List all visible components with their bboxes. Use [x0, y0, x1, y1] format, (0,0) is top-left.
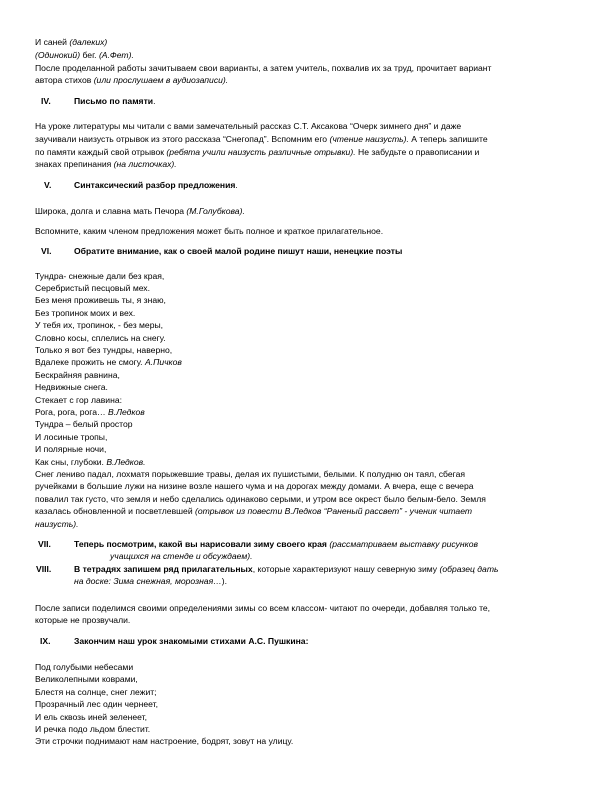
- poem-line: Блестя на солнце, снег лежит;: [35, 687, 157, 697]
- text: знаках препинания: [35, 159, 114, 169]
- poem-line: Словно косы, сплелись на снегу.: [35, 333, 166, 343]
- section-heading: [74, 564, 499, 575]
- poem-line: Серебристый песцовый мех.: [35, 283, 150, 293]
- heading-punct: .: [235, 180, 238, 190]
- text: Как сны, глубоки.: [35, 457, 107, 467]
- section-heading: Закончим наш урок знакомыми стихами А.С. Пушкина:: [74, 636, 309, 646]
- section-number: VII.: [38, 539, 51, 549]
- italic-text: (далеких): [69, 37, 108, 47]
- poem-line: Бескрайняя равнина,: [35, 370, 120, 380]
- text-line: Снег лениво падал, лохматя порыжевшие травы, делая их пушистыми, белыми. К полудню он таял, сбегая: [35, 469, 466, 479]
- poem-line: Без меня проживешь ты, я знаю,: [35, 295, 166, 305]
- italic-text: (чтение наизусть).: [329, 134, 409, 144]
- text-line: После проделанной работы зачитываем свои варианты, а затем учитель, похвалив их за труд, прочитает вариант: [35, 63, 492, 73]
- text-line: которые не прозвучали.: [35, 615, 131, 625]
- italic-text: (отрывок из повести В.Ледков “Раненый рассвет” - ученик читает: [195, 506, 473, 516]
- heading-text: Письмо по памяти: [74, 96, 154, 106]
- italic-text: (рассматриваем выставку рисунков: [326, 539, 478, 549]
- section-heading: [74, 539, 478, 550]
- poem-line: Тундра- снежные дали без края,: [35, 271, 165, 281]
- italic-text: (образец дать: [439, 564, 499, 574]
- text: по памяти каждый свой отрывок: [35, 147, 167, 157]
- text: , которые характеризуют нашу северную зиму: [252, 564, 440, 574]
- italic-text: (А.Фет).: [98, 50, 134, 60]
- text-line: [35, 159, 177, 170]
- text-line: [35, 75, 228, 86]
- text-line: повалил так густо, что земля и небо сделались одинаково серыми, и утром все окрест было белым-бело. Земля: [35, 494, 486, 504]
- text-line: ручейками в большие лужи на низине возле нашего чума и на дорогах между домами. А вчера, еще с вечера: [35, 481, 474, 491]
- text-line: наизусть).: [35, 519, 79, 529]
- section-heading: [74, 96, 155, 107]
- poem-line: Только я вот без тундры, наверно,: [35, 345, 173, 355]
- italic-text: (ребята учили наизусть различные отрывки).: [166, 147, 356, 157]
- text-line: [35, 147, 479, 158]
- text-line: [35, 134, 488, 145]
- section-number: IV.: [41, 96, 51, 106]
- text: Широка, долга и славна мать Печора: [35, 206, 187, 216]
- section-number: V.: [44, 180, 52, 190]
- heading-text: В тетрадях запишем ряд прилагательных: [74, 564, 253, 574]
- poem-line: [35, 407, 145, 418]
- text-line: [35, 506, 472, 517]
- poem-line: Недвижные снега.: [35, 382, 108, 392]
- section-number: VI.: [41, 246, 52, 256]
- section-number: VIII.: [36, 564, 52, 574]
- text-line: Вспомните, каким членом предложения может быть полное и краткое прилагательное.: [35, 226, 384, 236]
- poem-line: И ель сквозь иней зеленеет,: [35, 712, 147, 722]
- poem-line: Стекает с гор лавина:: [35, 395, 123, 405]
- text-line: [35, 37, 107, 48]
- author: В.Ледков: [107, 407, 145, 417]
- text: Рога, рога, рога…: [35, 407, 108, 417]
- poem-line: У тебя их, тропинок, - без меры,: [35, 320, 164, 330]
- text-line: [35, 206, 245, 217]
- text: Вдалеке прожить не смогу.: [35, 357, 145, 367]
- text: автора стихов: [35, 75, 94, 85]
- section-number: IX.: [40, 636, 51, 646]
- italic-text: (или прослушаем в аудиозаписи).: [93, 75, 229, 85]
- text-line: Эти строчки поднимают нам настроение, бодрят, зовут на улицу.: [35, 736, 294, 746]
- poem-line: Тундра – белый простор: [35, 419, 133, 429]
- poem-line: Прозрачный лес один чернеет,: [35, 699, 158, 709]
- italic-text: (Одинокий): [35, 50, 81, 60]
- text-line: После записи поделимся своими определениями зимы со всем классом- читают по очереди, добавляя только те,: [35, 603, 491, 613]
- text: ).: [221, 576, 228, 586]
- text-line: На уроке литературы мы читали с вами замечательный рассказ С.Т. Аксакова “Очерк зимнего дня” и даже: [35, 121, 462, 131]
- heading-punct: .: [153, 96, 156, 106]
- text: А теперь запишите: [408, 134, 488, 144]
- poem-line: Без тропинок моих и вех.: [35, 308, 136, 318]
- text-line: [35, 50, 134, 61]
- italic-text: (М.Голубкова).: [186, 206, 245, 216]
- italic-text: (на листочках).: [113, 159, 177, 169]
- text: заучивали наизусть отрывок из этого рассказа “Снегопад”. Вспомним его: [35, 134, 330, 144]
- poem-line: И лосиные тропы,: [35, 432, 108, 442]
- text: бег.: [80, 50, 99, 60]
- italic-text: на доске: Зима снежная, морозная…: [74, 576, 222, 586]
- author: В.Ледков.: [106, 457, 146, 467]
- section-heading: Обратите внимание, как о своей малой родине пишут наши, ненецкие поэты: [74, 246, 403, 256]
- author: А.Пичков: [144, 357, 182, 367]
- text: казалась обновленной и посветлевшей: [35, 506, 196, 516]
- heading-text: Теперь посмотрим, какой вы нарисовали зиму своего края: [74, 539, 327, 549]
- text-line: [74, 576, 227, 587]
- poem-line: [35, 357, 182, 368]
- poem-line: И речка подо льдом блестит.: [35, 724, 151, 734]
- heading-text: Синтаксический разбор предложения: [74, 180, 236, 190]
- poem-line: И полярные ночи,: [35, 444, 107, 454]
- text: Не забудьте о правописании и: [355, 147, 480, 157]
- poem-line: Под голубыми небесами: [35, 662, 134, 672]
- text: И саней: [35, 37, 70, 47]
- section-heading: [74, 180, 238, 191]
- poem-line: Великолепными коврами,: [35, 674, 138, 684]
- text-line: учащихся на стенде и обсуждаем).: [110, 551, 253, 561]
- poem-line: [35, 457, 145, 468]
